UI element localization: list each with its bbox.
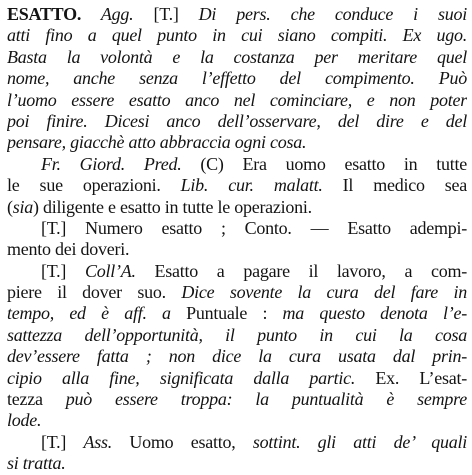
line-8: [7, 154, 467, 175]
line-16: [7, 325, 467, 346]
text-segment: pensare, giacchè atto abbraccia ogni cosa.: [7, 132, 307, 153]
text-segment: (: [7, 196, 13, 217]
text-segment: l’uomo essere esatto anco nel cominciare, e non poter: [7, 89, 467, 110]
text-segment: (C) Era uomo esatto in tutte: [200, 153, 467, 174]
text-segment: piere il dover suo.: [7, 282, 182, 303]
text-segment: Ex. L’esat-: [375, 367, 467, 388]
line-1: [7, 4, 467, 25]
text-segment: Dice sovente la cura del fare in: [181, 282, 467, 303]
text-segment: dev’essere fatta ; non dice la cura usata dal prin-: [7, 346, 467, 367]
line-20: [7, 410, 467, 431]
text-segment: [T.] Numero esatto ; Conto. — Esatto adempi-: [41, 217, 467, 238]
line-15: [7, 303, 467, 324]
pos-abbrev: Agg.: [81, 4, 154, 24]
citation-source: Lib. cur. malatt.: [180, 175, 343, 196]
text-segment: sattezza dell’opportunità, il punto in cui la cosa: [7, 324, 467, 345]
line-14: [7, 282, 467, 303]
line-2: [7, 25, 467, 46]
text-segment: atti fino a quel punto in cui siano compiti. Ex ugo.: [7, 25, 467, 46]
text-segment: tezza: [7, 389, 66, 410]
line-22: [7, 453, 467, 474]
line-19: [7, 389, 467, 410]
text-segment: lode.: [7, 410, 42, 431]
line-10: [7, 197, 467, 218]
line-13: [7, 261, 467, 282]
line-21: [7, 432, 467, 453]
text-segment: cipio alla fine, significata dalla partic.: [7, 367, 376, 388]
headword: ESATTO.: [7, 4, 82, 24]
text-segment: Coll’A.: [84, 260, 155, 281]
source-mark: [T.]: [41, 431, 84, 452]
text-segment: le sue operazioni.: [7, 175, 181, 196]
line-9: [7, 175, 467, 196]
text-segment: ma questo denota l’e-: [282, 303, 467, 324]
text-segment: Puntuale :: [186, 303, 283, 324]
line-7: [7, 132, 467, 153]
text-segment: Ass.: [83, 431, 130, 452]
text-segment: poi finire. Dicesi anco dell’osservare, del dire e del: [7, 110, 467, 131]
citation-source: Fr. Giord. Pred.: [41, 153, 201, 174]
text-segment: sottint. gli atti de’ quali: [252, 431, 467, 452]
text-segment: sia: [12, 196, 34, 217]
text-segment: Basta la volontà e la costanza per meritare quel: [7, 46, 467, 67]
source-mark: [T.]: [153, 4, 179, 24]
line-6: [7, 111, 467, 132]
text-segment: mento dei doveri.: [7, 239, 130, 260]
text-segment: Di pers. che conduce i suoi: [178, 4, 467, 24]
source-mark: [T.]: [41, 260, 85, 281]
line-18: [7, 368, 467, 389]
text-segment: nome, anche senza l’effetto del compimento. Può: [7, 68, 467, 89]
text-segment: si tratta.: [7, 453, 66, 474]
line-3: [7, 47, 467, 68]
text-segment: Esatto a pagare il lavoro, a com-: [154, 260, 467, 281]
line-5: [7, 90, 467, 111]
line-12: [7, 239, 467, 260]
line-4: [7, 68, 467, 89]
text-segment: tempo, ed è aff. a: [7, 303, 187, 324]
line-17: [7, 346, 467, 367]
text-segment: Il medico sea: [342, 175, 467, 196]
line-11: [7, 218, 467, 239]
text-segment: ) diligente e esatto in tutte le operazioni.: [33, 196, 312, 217]
text-segment: Uomo esatto,: [129, 431, 253, 452]
text-segment: può essere troppa: la puntualità è sempre: [65, 389, 467, 410]
